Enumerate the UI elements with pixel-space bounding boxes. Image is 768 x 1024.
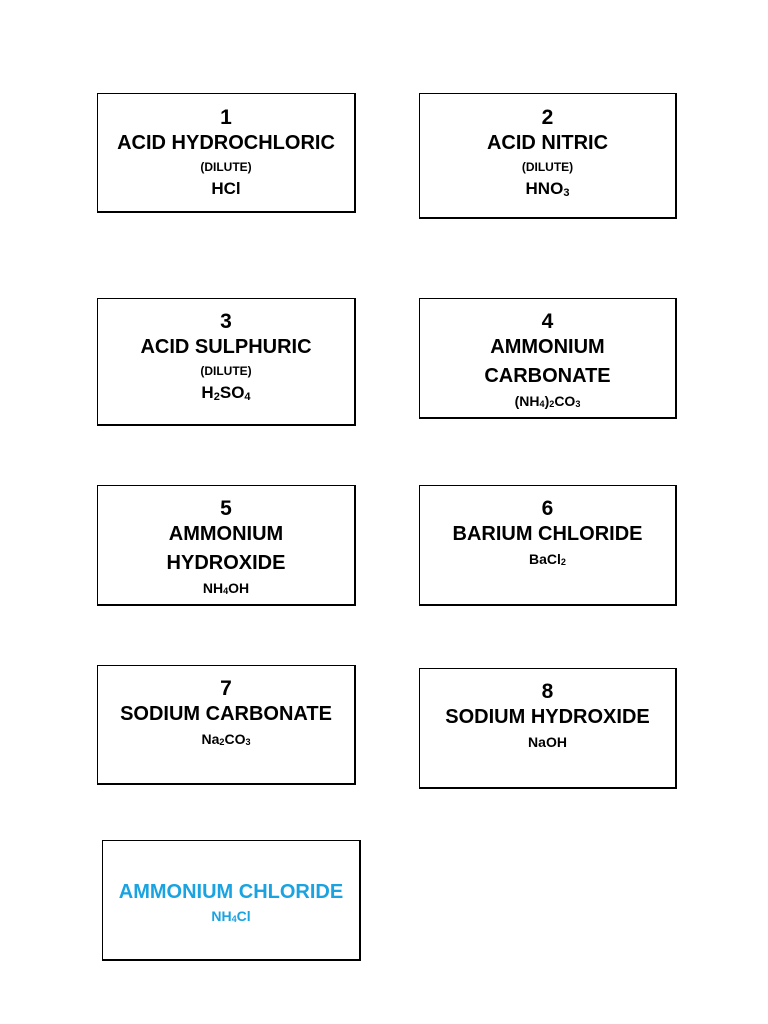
formula-subscript: 2 (549, 399, 555, 410)
card-name: ACID NITRIC (486, 132, 609, 154)
card-number: 2 (541, 106, 554, 129)
label-card-acid-nitric (419, 93, 677, 219)
card-note: (DILUTE) (200, 364, 252, 378)
card-number: 8 (541, 680, 554, 703)
card-name: AMMONIUM CHLORIDE (118, 881, 344, 903)
card-number: 7 (220, 677, 232, 700)
label-card-sodium-hydroxide (419, 668, 677, 789)
formula-subscript: 3 (245, 737, 251, 748)
formula-part: CO (554, 393, 576, 409)
formula-part: CO (224, 731, 246, 747)
card-name: ACID SULPHURIC (140, 336, 312, 358)
card-formula (98, 579, 354, 599)
formula-subscript: 2 (560, 557, 566, 568)
card-name-line-2: HYDROXIDE (166, 552, 286, 574)
formula-part: NH (202, 580, 224, 596)
card-formula (103, 907, 359, 927)
label-card-acid-sulphuric (97, 298, 356, 426)
formula-part: Na (201, 731, 220, 747)
formula-subscript: 2 (219, 737, 225, 748)
card-formula (420, 733, 675, 751)
label-card-barium-chloride (419, 485, 677, 606)
card-number: 6 (541, 497, 554, 520)
card-formula (98, 730, 354, 750)
formula-part: HNO (525, 179, 564, 198)
card-number: 3 (220, 310, 232, 333)
card-note: (DILUTE) (200, 160, 252, 174)
card-number: 4 (541, 310, 554, 333)
card-number: 5 (220, 497, 232, 520)
card-formula (98, 382, 354, 406)
card-name: ACID HYDROCHLORIC (117, 132, 335, 154)
formula-subscript: 3 (563, 186, 570, 199)
label-card-sodium-carbonate (97, 665, 356, 785)
card-name: BARIUM CHLORIDE (452, 523, 643, 545)
formula-part: OH (228, 580, 250, 596)
formula-subscript: 4 (539, 399, 545, 410)
card-note: (DILUTE) (521, 160, 574, 174)
formula-part: NH (211, 908, 232, 924)
formula-subscript: 2 (213, 390, 220, 403)
card-name: SODIUM CARBONATE (120, 703, 332, 725)
label-card-ammonium-hydroxide (97, 485, 356, 606)
label-card-ammonium-carbonate (419, 298, 677, 419)
formula-subscript: 4 (223, 586, 229, 597)
card-name-line-1: AMMONIUM (490, 336, 605, 358)
formula-part: Cl (236, 908, 251, 924)
card-name: SODIUM HYDROXIDE (445, 706, 650, 728)
formula-part: SO (219, 383, 245, 402)
card-name-line-1: AMMONIUM (168, 523, 284, 545)
formula-part: (NH (514, 393, 540, 409)
formula-subscript: 4 (231, 914, 237, 925)
formula-subscript: 4 (244, 390, 251, 403)
card-number: 1 (220, 106, 232, 129)
formula-part: NaOH (528, 734, 567, 750)
formula-part: ) (544, 393, 550, 409)
label-card-ammonium-chloride (102, 840, 361, 961)
card-formula (98, 178, 354, 200)
card-formula (420, 392, 675, 412)
card-name-line-2: CARBONATE (484, 365, 611, 387)
label-card-acid-hydrochloric (97, 93, 356, 213)
formula-part: H (201, 383, 214, 402)
formula-part: BaCl (529, 551, 561, 567)
formula-part: HCl (211, 179, 241, 198)
formula-subscript: 3 (575, 399, 581, 410)
card-formula (420, 178, 675, 202)
card-formula (420, 550, 675, 570)
